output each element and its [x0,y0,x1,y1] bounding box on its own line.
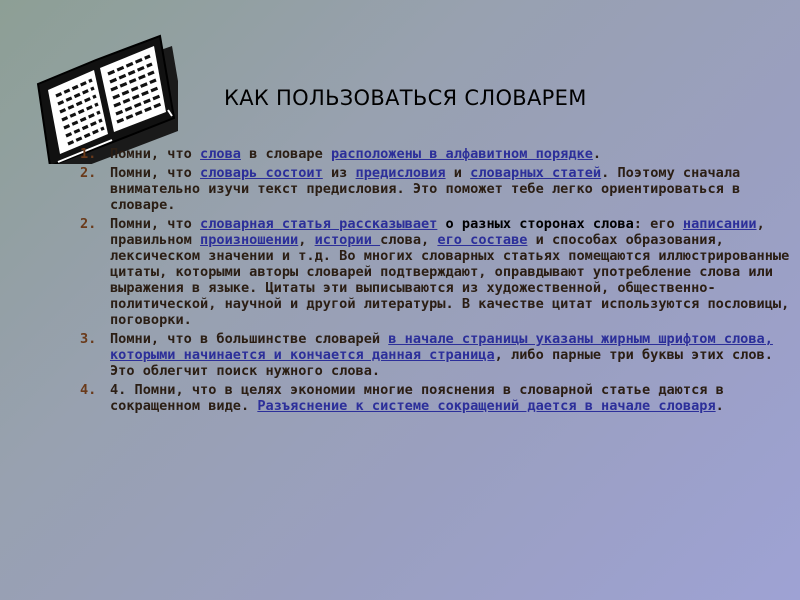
hyperlink[interactable]: словарь состоит [200,165,323,181]
list-item-number: 2. [80,165,97,181]
body-text: слова, [380,232,438,248]
open-book-icon [28,24,178,164]
body-text: и способах образования, лексическом значении и т.д. Во многих словарных статьях помещаются иллюстрированные цитаты, которыми авторы словарей подтверждают, оправдывают употребление слова или выражения в языке. Цитаты эти выписываются из художественной, общественно-политической, научной и другой литературы. В качестве цитат используются пословицы, поговорки. [110,232,790,328]
body-text: , либо парные три буквы этих слов. Это облегчит поиск нужного слова. [110,347,773,379]
body-text: Помни, что [110,146,201,162]
body-text: . [592,146,602,162]
list-item [80,331,792,379]
list-item [80,216,792,328]
body-text: Помни, что [110,165,201,181]
hyperlink[interactable]: произношении [200,232,299,248]
hyperlink[interactable]: расположены в алфавитном порядке [330,146,593,162]
body-text: , правильном [110,216,765,248]
body-text: и [445,165,471,181]
hyperlink[interactable]: в начале страницы указаны жирным шрифтом слова, которыми начинается и кончается данная страница [110,331,773,363]
hyperlink[interactable]: его составе [437,232,528,248]
hyperlink[interactable]: написании [682,216,757,232]
list-item [80,146,792,162]
list-item-number: 4. [80,382,97,398]
body-text: , [298,232,315,248]
instructions-list [80,146,792,417]
body-text: . [715,398,724,414]
hyperlink[interactable]: слова [200,146,241,162]
hyperlink[interactable]: предисловия [355,165,446,181]
list-item-number: 2. [80,216,97,232]
body-text: Помни, что в большинстве словарей [110,331,389,347]
list-item-number: 1. [80,146,97,162]
hyperlink[interactable]: Разъяснение к системе сокращений дается в начале словаря [257,398,716,414]
body-text: из [322,165,356,181]
body-text: Помни, что [110,216,201,232]
emphasis-text: о разных сторонах слова [437,216,634,232]
hyperlink[interactable]: истории [314,232,381,248]
slide-title: КАК ПОЛЬЗОВАТЬСЯ СЛОВАРЕМ [224,86,587,110]
list-item [80,165,792,213]
body-text: : его [633,216,683,232]
hyperlink[interactable]: словарных статей [470,165,602,181]
body-text: в словаре [240,146,331,162]
body-text: . Поэтому сначала внимательно изучи текст предисловия. Это поможет тебе легко ориентироваться в словаре. [110,165,741,213]
body-text: 4. Помни, что в целях экономии многие пояснения в словарной статье даются в сокращенном виде. [110,382,724,414]
list-item [80,382,792,414]
list-item-number: 3. [80,331,97,347]
hyperlink[interactable]: словарная статья рассказывает [200,216,438,232]
